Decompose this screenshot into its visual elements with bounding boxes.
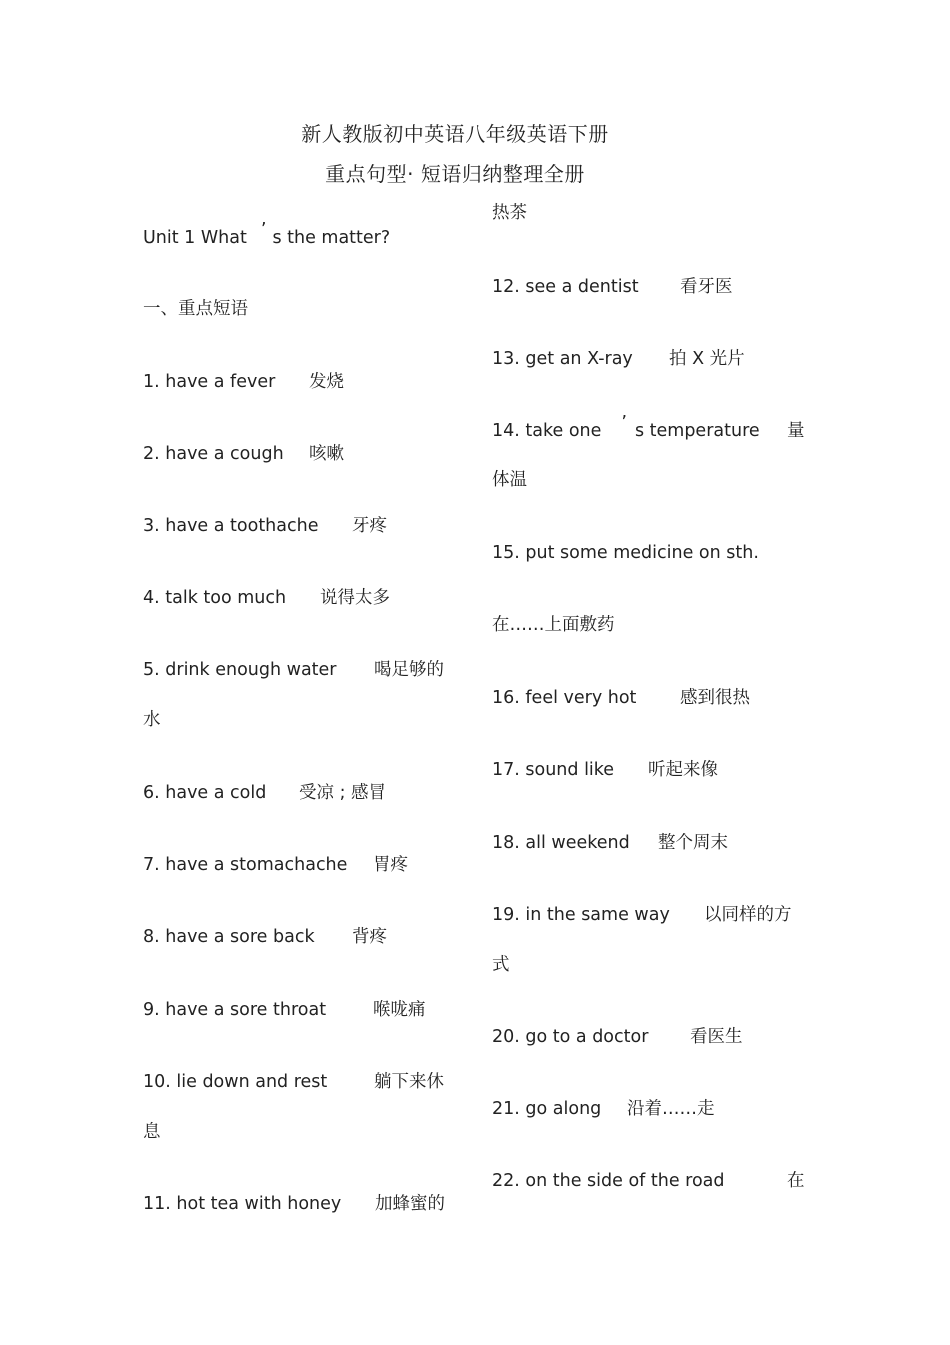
phrase-item-14-continued: 体温 bbox=[492, 470, 527, 490]
phrase-item-19-continued: 式 bbox=[492, 955, 510, 975]
phrase-item-15-continued: 在……上面敷药 bbox=[492, 615, 615, 635]
phrase-item-22: 22. on the side of the road 在 bbox=[492, 1171, 805, 1191]
phrase-item-10: 10. lie down and rest 躺下来休 bbox=[143, 1072, 444, 1092]
phrase-item-6: 6. have a cold 受凉 ; 感冒 bbox=[143, 783, 387, 803]
phrase-item-17: 17. sound like 听起来像 bbox=[492, 760, 718, 780]
phrase-item-5: 5. drink enough water 喝足够的 bbox=[143, 660, 444, 680]
phrase-item-12: 12. see a dentist 看牙医 bbox=[492, 277, 733, 297]
phrase-item-1: 1. have a fever 发烧 bbox=[143, 372, 344, 392]
section-heading: 一、重点短语 bbox=[143, 299, 248, 319]
phrase-item-7: 7. have a stomachache 胃疼 bbox=[143, 855, 408, 875]
phrase-item-15: 15. put some medicine on sth. bbox=[492, 543, 759, 563]
phrase-item-21: 21. go along 沿着……走 bbox=[492, 1099, 715, 1119]
phrase-item-20: 20. go to a doctor 看医生 bbox=[492, 1027, 743, 1047]
unit-title: Unit 1 What ’ s the matter? bbox=[143, 220, 391, 248]
phrase-item-4: 4. talk too much 说得太多 bbox=[143, 588, 390, 608]
phrase-item-9: 9. have a sore throat 喉咙痛 bbox=[143, 1000, 426, 1020]
phrase-item-11: 11. hot tea with honey 加蜂蜜的 bbox=[143, 1194, 445, 1214]
phrase-item-13: 13. get an X-ray 拍 X 光片 bbox=[492, 349, 745, 369]
phrase-item-8: 8. have a sore back 背疼 bbox=[143, 927, 387, 947]
page-subtitle: 重点句型· 短语归纳整理全册 bbox=[325, 162, 585, 186]
phrase-item-16: 16. feel very hot 感到很热 bbox=[492, 688, 750, 708]
phrase-item-19: 19. in the same way 以同样的方 bbox=[492, 905, 792, 925]
phrase-item-10-continued: 息 bbox=[143, 1122, 161, 1142]
phrase-item-11-continued: 热茶 bbox=[492, 203, 527, 223]
phrase-item-5-continued: 水 bbox=[143, 710, 161, 730]
phrase-item-18: 18. all weekend 整个周末 bbox=[492, 833, 728, 853]
phrase-item-2: 2. have a cough 咳嗽 bbox=[143, 444, 344, 464]
page-title: 新人教版初中英语八年级英语下册 bbox=[301, 122, 609, 146]
phrase-item-3: 3. have a toothache 牙疼 bbox=[143, 516, 387, 536]
phrase-item-14: 14. take one ’ s temperature 量 bbox=[492, 413, 805, 441]
